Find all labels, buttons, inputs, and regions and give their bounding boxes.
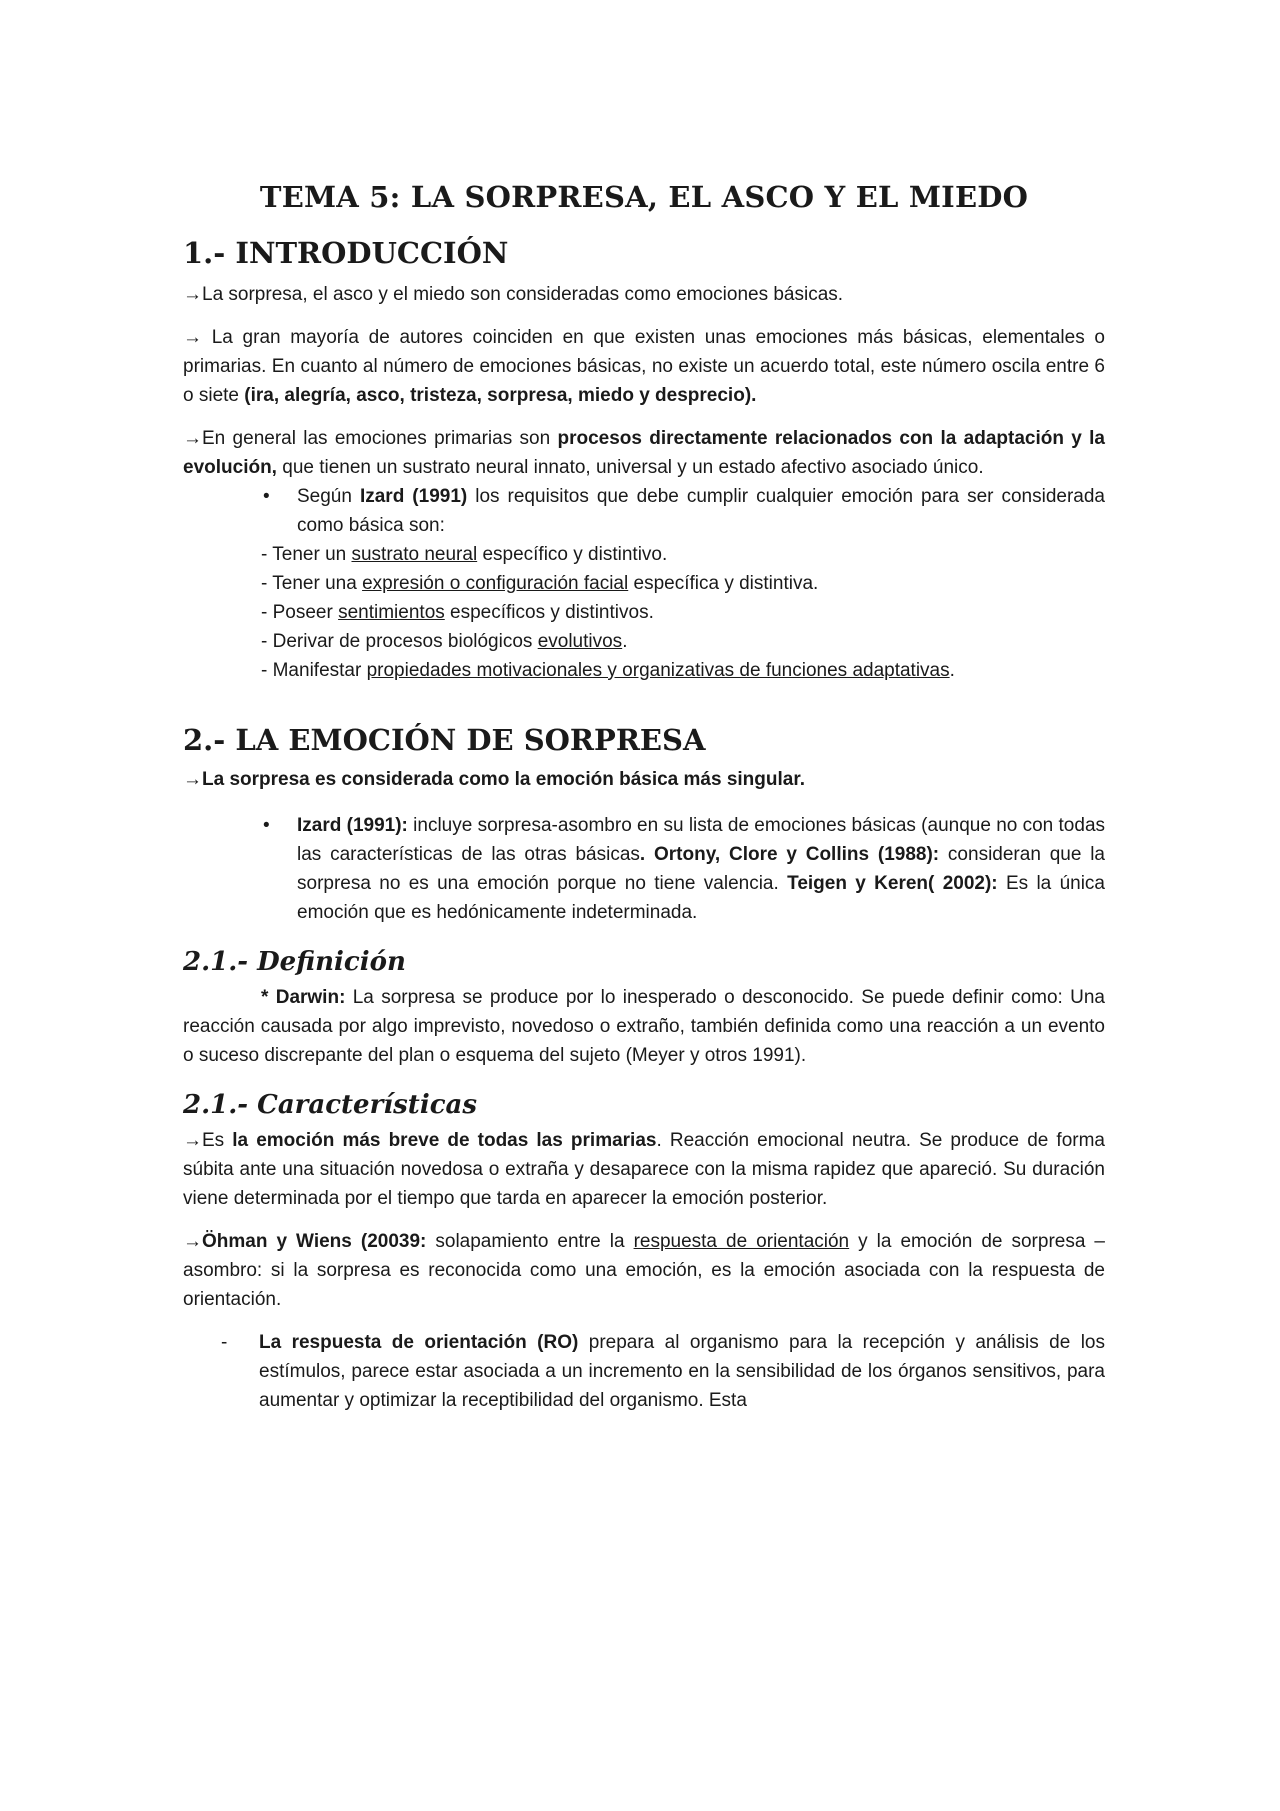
bullet-icon: • bbox=[263, 815, 270, 836]
arrow-icon: → bbox=[183, 769, 202, 790]
paragraph-caracteristicas-1: →Es la emoción más breve de todas las primarias. Reacción emocional neutra. Se produce de forma súbita ante una situación novedosa o extraña y desaparece con la misma rapidez que apareció. Su duración viene determinada por el tiempo que tarda en aparecer la emoción posterior. bbox=[183, 1130, 1105, 1209]
paragraph-caracteristicas-2: →Öhman y Wiens (20039: solapamiento entre la respuesta de orientación y la emoción de sorpresa – asombro: si la sorpresa es reconocida como una emoción, es la emoción asociada con la respuesta de orientación. bbox=[183, 1231, 1105, 1310]
arrow-icon: → bbox=[183, 1231, 202, 1252]
paragraph-sorpresa-lead: →La sorpresa es considerada como la emoción básica más singular. bbox=[183, 769, 805, 790]
paragraph-intro-1: →La sorpresa, el asco y el miedo son consideradas como emociones básicas. bbox=[183, 284, 844, 305]
arrow-icon: → bbox=[183, 284, 202, 305]
bullet-icon: • bbox=[263, 486, 270, 507]
arrow-icon: → bbox=[183, 428, 202, 449]
requisito-item: - Derivar de procesos biológicos evolutivos. bbox=[261, 631, 628, 652]
requisito-item: - Tener una expresión o configuración facial específica y distintiva. bbox=[261, 573, 819, 594]
subsection-heading-caracteristicas: 2.1.- Características bbox=[183, 1090, 478, 1120]
requisito-item: - Poseer sentimientos específicos y distintivos. bbox=[261, 602, 654, 623]
arrow-icon: → bbox=[183, 1130, 202, 1151]
requisito-item: - Manifestar propiedades motivacionales y organizativas de funciones adaptativas. bbox=[261, 660, 955, 681]
subsection-heading-definicion: 2.1.- Definición bbox=[183, 947, 406, 977]
document-page bbox=[183, 170, 1105, 1415]
bullet-autores-sorpresa: • Izard (1991): incluye sorpresa-asombro en su lista de emociones básicas (aunque no con todas las características de las otras básicas. Ortony, Clore y Collins (1988): consideran que la sorpresa no es una emoción porque no tiene valencia. Teigen y Keren( 2002): Es la única emoción que es hedónicamente indeterminada. bbox=[297, 811, 1105, 927]
bullet-izard-requisitos: • Según Izard (1991) los requisitos que debe cumplir cualquier emoción para ser considerada como básica son: bbox=[297, 482, 1105, 540]
requisito-item: - Tener un sustrato neural específico y distintivo. bbox=[261, 544, 668, 565]
paragraph-definicion: * Darwin: La sorpresa se produce por lo inesperado o desconocido. Se puede definir como: Una reacción causada por algo imprevisto, novedoso o extraño, también definida como una reacción a un evento o suceso discrepante del plan o esquema del sujeto (Meyer y otros 1991). bbox=[183, 987, 1105, 1066]
section-heading-introduccion: 1.- INTRODUCCIÓN bbox=[183, 236, 509, 270]
arrow-icon: → bbox=[183, 327, 202, 348]
paragraph-intro-3: →En general las emociones primarias son procesos directamente relacionados con la adaptación y la evolución, que tienen un sustrato neural innato, universal y un estado afectivo asociado único. bbox=[183, 428, 1105, 478]
document-title: TEMA 5: LA SORPRESA, EL ASCO Y EL MIEDO bbox=[259, 180, 1029, 214]
dash-respuesta-orientacion: - La respuesta de orientación (RO) prepara al organismo para la recepción y análisis de los estímulos, parece estar asociada a un incremento en la sensibilidad de los órganos sensitivos, para aumentar y optimizar la receptibilidad del organismo. Esta bbox=[259, 1328, 1105, 1415]
section-heading-sorpresa: 2.- LA EMOCIÓN DE SORPRESA bbox=[183, 723, 706, 757]
dash-icon: - bbox=[221, 1332, 228, 1353]
paragraph-intro-2: → La gran mayoría de autores coinciden en que existen unas emociones más básicas, elementales o primarias. En cuanto al número de emociones básicas, no existe un acuerdo total, este número oscila entre 6 o siete (ira, alegría, asco, tristeza, sorpresa, miedo y desprecio). bbox=[183, 327, 1105, 406]
